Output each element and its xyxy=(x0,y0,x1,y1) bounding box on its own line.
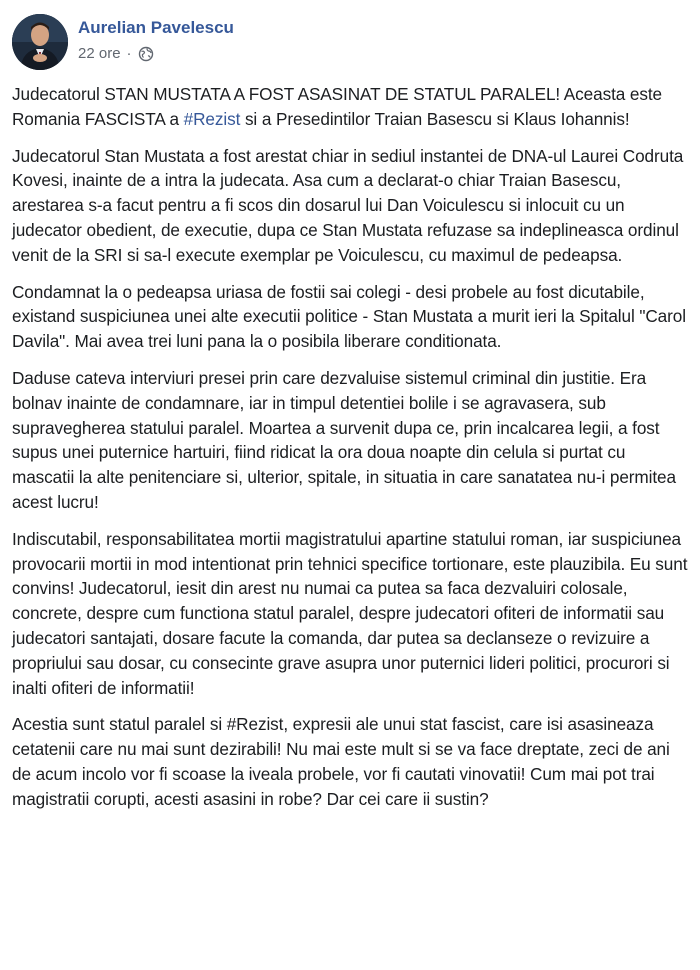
meta-separator: · xyxy=(126,45,132,62)
paragraph-text: Judecatorul Stan Mustata a fost arestat chiar in sediul instantei de DNA-ul Laurei Codruta Kovesi, inainte de a intra la judecata. Asa cum a declarat-o chiar Traian Basescu, arestarea s-a facut pentru a fi scos din dosarul lui Dan Voiculescu si inlocuit cu un judecator obedient, de executie, dupa ce Stan Mustata refuzase sa indeplineasca ordinul venit de la SRI si sa-l execute exemplar pe Voiculescu, cu maximul de pedeapsa. xyxy=(12,145,684,265)
post-body xyxy=(12,82,692,824)
post-header xyxy=(12,14,688,70)
author-name[interactable]: Aurelian Pavelescu xyxy=(78,18,234,37)
post-meta xyxy=(78,45,154,62)
hashtag-link[interactable]: #Rezist xyxy=(183,108,241,129)
paragraph-text: si a Presedintilor Traian Basescu si Klaus Iohannis! xyxy=(240,108,630,129)
paragraph-text: Condamnat la o pedeapsa uriasa de fostii sai colegi - desi probele au fost dicutabile, existand suspiciunea unei alte executii politice - Stan Mustata a murit ieri la Spitalul "Carol Davila". Mai avea trei luni pana la o posibila liberare conditionata. xyxy=(12,281,686,352)
paragraph-text: Indiscutabil, responsabilitatea mortii magistratului apartine statului roman, iar suspiciunea provocarii mortii in mod intentionat prin tehnici specifice tortionare, este plauzibila. Eu sunt convins! Judecatorul, iesit din arest nu numai ca putea sa faca dezvaluiri colosale, concrete, despre cum functiona statul paralel, despre judecatori ofiteri de informatii sau judecatori santajati, dosare facute la comanda, dar putea sa declanseze o revizuire a propriului sau dosar, cu consecinte grave asupra unor puternici lideri politici, procurori si inalti ofiteri de informatii! xyxy=(12,528,688,698)
profile-photo-icon xyxy=(12,14,68,70)
post-paragraph xyxy=(12,527,692,701)
paragraph-text: Judecatorul STAN MUSTATA A FOST ASASINAT DE STATUL PARALEL! Aceasta este Romania FASCISTA a xyxy=(12,84,662,129)
paragraph-text: Acestia sunt statul paralel si #Rezist, expresii ale unui stat fascist, care isi asasineaza cetatenii care nu mai sunt dezirabili! Nu mai este mult si se va face dreptate, zeci de ani de acum incolo vor fi scoase la iveala probele, vor fi cautati vinovatii! Cum mai pot trai magistratii corupti, acesti asasini in robe? Dar cei care ii sustin? xyxy=(12,714,670,809)
post-timestamp[interactable]: 22 ore xyxy=(78,45,121,62)
avatar[interactable] xyxy=(12,14,68,70)
post-paragraph xyxy=(12,82,692,132)
paragraph-text: Daduse cateva interviuri presei prin care dezvaluise sistemul criminal din justitie. Era bolnav inainte de condamnare, iar in timpul detentiei bolile i se agravasera, sub supravegherea statului paralel. Moartea a survenit dupa ce, prin incalcarea legii, a fost supus unei puternice hartuiri, fiind ridicat la ora doua noapte din celula si purtat cu mascatii la alte penitenciare si, ulterior, spitale, in situatia in care sanatatea nu-i permitea acest lucru! xyxy=(12,367,676,512)
post-paragraph xyxy=(12,712,692,811)
post-paragraph xyxy=(12,144,692,268)
post-paragraph xyxy=(12,366,692,515)
globe-icon[interactable] xyxy=(138,46,154,62)
post-paragraph xyxy=(12,280,692,354)
